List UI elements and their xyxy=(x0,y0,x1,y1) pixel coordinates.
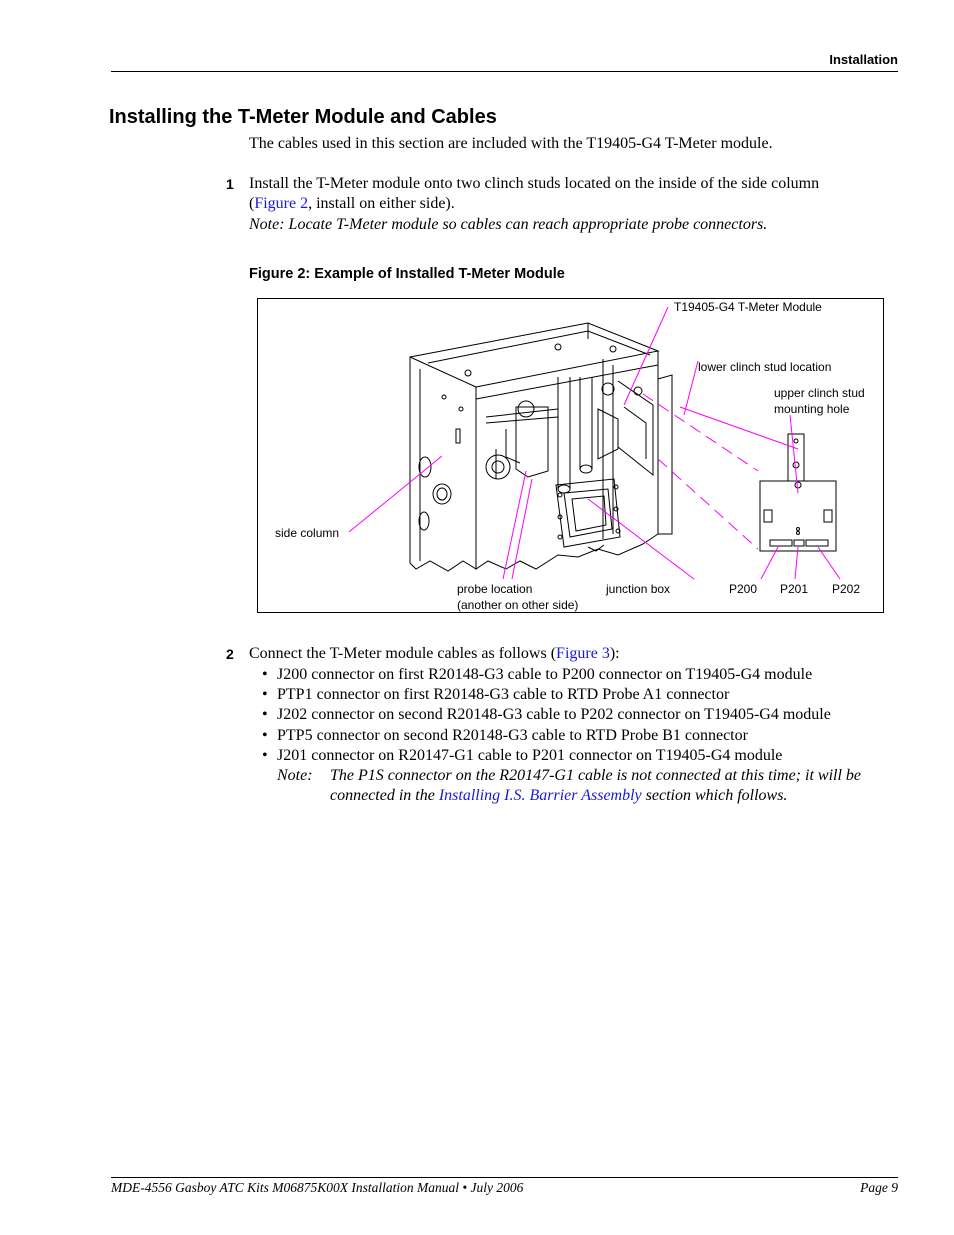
running-header: Installation xyxy=(829,52,898,67)
figure-2 xyxy=(257,298,884,613)
callout-p200: P200 xyxy=(729,582,758,596)
installing-is-barrier-link[interactable]: Installing I.S. Barrier Assembly xyxy=(438,787,642,804)
callout-lower-stud: lower clinch stud location xyxy=(698,360,832,374)
callout-module: T19405-G4 T-Meter Module xyxy=(674,300,822,314)
list-item: J201 connector on R20147-G1 cable to P201 connector on T19405-G4 module xyxy=(277,747,783,764)
step-1-number: 1 xyxy=(226,176,234,192)
figure-2-link[interactable]: Figure 2 xyxy=(254,195,309,212)
callout-p201: P201 xyxy=(780,582,809,596)
callout-mounting-hole: mounting hole xyxy=(774,402,850,416)
list-item: PTP1 connector on first R20148-G3 cable to RTD Probe A1 connector xyxy=(277,686,730,703)
header-rule xyxy=(111,71,898,72)
step-1-text-cont: (Figure 2, install on either side). xyxy=(249,195,455,212)
section-title: Installing the T-Meter Module and Cables xyxy=(109,106,497,128)
bullet-symbol: • xyxy=(262,706,268,723)
step-1-text: Install the T-Meter module onto two clinch studs located on the inside of the side column xyxy=(249,175,820,192)
step-2-number: 2 xyxy=(226,646,234,662)
callout-probe-location: probe location xyxy=(457,582,533,596)
bullet-symbol: • xyxy=(262,747,268,764)
intro-paragraph: The cables used in this section are included with the T19405-G4 T-Meter module. xyxy=(249,135,773,152)
step-1-note: Note: Locate T-Meter module so cables can reach appropriate probe connectors. xyxy=(249,216,768,233)
step-2-note-line-1: The P1S connector on the R20147-G1 cable is not connected at this time; it will be xyxy=(330,767,862,784)
figure-illustration xyxy=(258,299,883,612)
step-2-note-label: Note: xyxy=(277,767,313,784)
bullet-symbol: • xyxy=(262,666,268,683)
footer-document-id: MDE-4556 Gasboy ATC Kits M06875K00X Installation Manual • July 2006 xyxy=(111,1180,524,1195)
list-item: J200 connector on first R20148-G3 cable to P200 connector on T19405-G4 module xyxy=(277,666,813,683)
callout-junction-box: junction box xyxy=(606,582,671,596)
figure-3-link[interactable]: Figure 3 xyxy=(556,645,610,662)
callout-p202: P202 xyxy=(832,582,861,596)
bullet-symbol: • xyxy=(262,727,268,744)
list-item: J202 connector on second R20148-G3 cable to P202 connector on T19405-G4 module xyxy=(277,706,831,723)
step-2-text: Connect the T-Meter module cables as follows (Figure 3): xyxy=(249,645,620,662)
callout-upper-stud: upper clinch stud xyxy=(774,386,865,400)
figure-caption: Figure 2: Example of Installed T-Meter Module xyxy=(249,266,565,282)
bullet-symbol: • xyxy=(262,686,268,703)
step-2-note-line-2: connected in the Installing I.S. Barrier Assembly section which follows. xyxy=(330,787,788,804)
footer-page-number: Page 9 xyxy=(860,1180,898,1195)
callout-probe-other-side: (another on other side) xyxy=(457,598,579,612)
footer-rule xyxy=(111,1177,898,1178)
callout-side-column: side column xyxy=(275,526,340,540)
list-item: PTP5 connector on second R20148-G3 cable to RTD Probe B1 connector xyxy=(277,727,748,744)
